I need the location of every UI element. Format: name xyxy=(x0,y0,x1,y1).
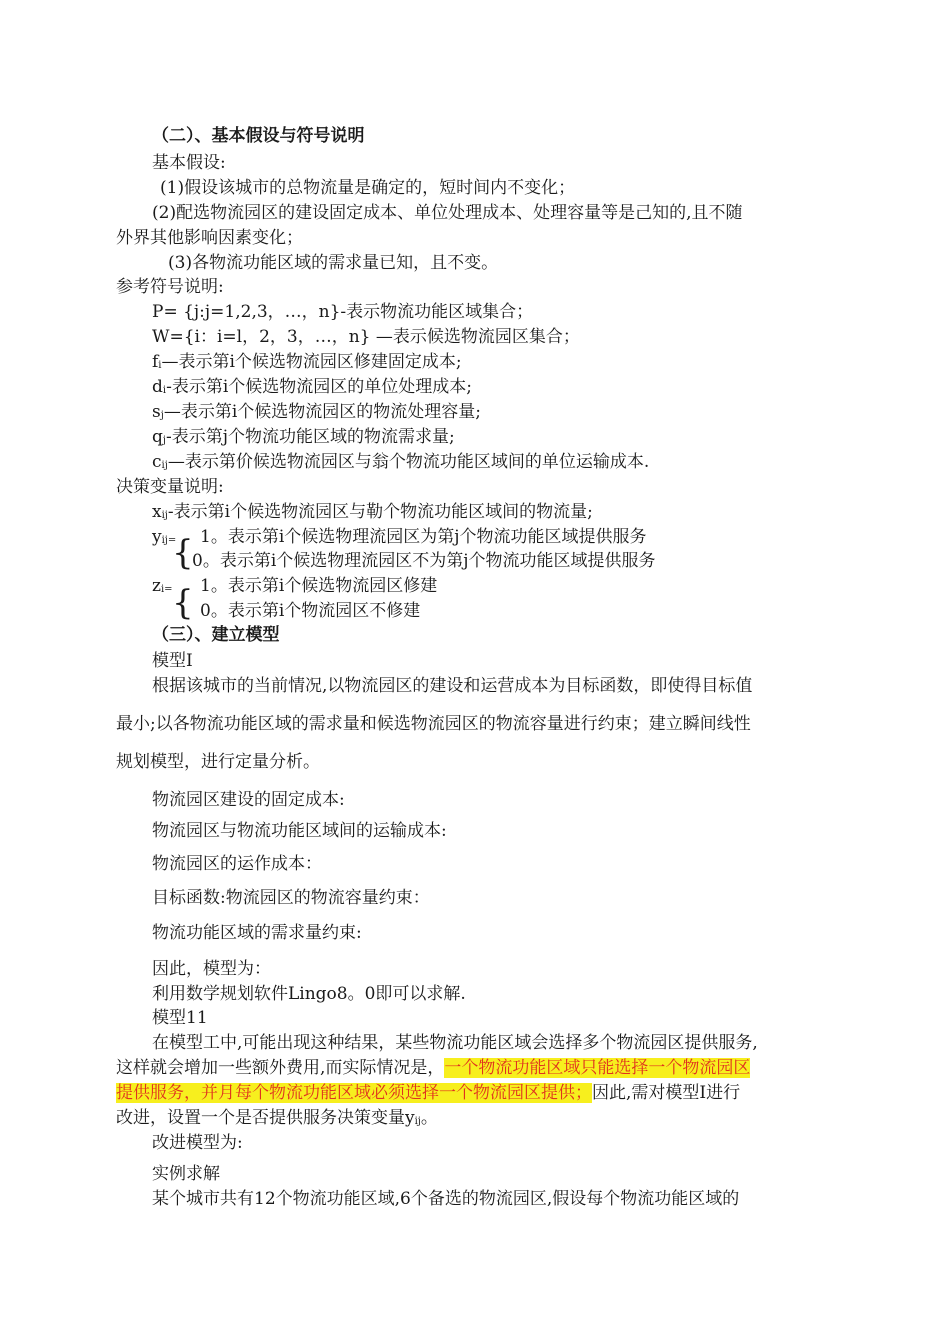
symbols-heading: 参考符号说明: xyxy=(116,277,224,297)
example-heading: 实例求解 xyxy=(152,1164,220,1184)
section-heading-3: （三）、建立模型 xyxy=(152,625,280,645)
highlighted-text: 一个物流功能区域只能选择一个物流园区 xyxy=(444,1058,751,1078)
variable-z-case-0: 0。表示第i个物流园区不修建 xyxy=(200,601,421,621)
lingo-note: 利用数学规划软件Lingo8。0即可以求解. xyxy=(152,984,466,1004)
fixed-cost-label: 物流园区建设的固定成本: xyxy=(152,790,345,810)
symbol-P: P= {j:j=1,2,3，…，n}-表示物流功能区域集合； xyxy=(152,302,534,322)
variable-x: $x_{ij}-$表示第i个候选物流园区与勒个物流功能区域间的物流量; xyxy=(152,502,593,522)
variable-y-case-1: 1。表示第i个候选物理流园区为第j个物流功能区域提供服务 xyxy=(200,527,647,547)
model-2-paragraph-line-4: 改进，设置一个是否提供服务决策变量$y_{ij}$。 xyxy=(116,1108,438,1128)
example-paragraph: 某个城市共有12个物流功能区域,6个备选的物流园区,假设每个物流功能区域的 xyxy=(152,1189,740,1209)
model-2-title: 模型11 xyxy=(152,1008,208,1028)
symbol-f: $f_i—$表示第i个候选物流园区修建固定成本; xyxy=(152,352,462,372)
decision-heading: 决策变量说明: xyxy=(116,477,224,497)
operating-cost-label: 物流园区的运作成本： xyxy=(152,854,322,874)
basic-assumptions-label: 基本假设: xyxy=(152,153,226,173)
model-1-paragraph-line-1: 根据该城市的当前情况,以物流园区的建设和运营成本为目标函数，即使得目标值 xyxy=(152,676,753,696)
symbol-s: $s_j—$表示第i个候选物流园区的物流处理容量; xyxy=(152,402,482,422)
model-1-paragraph-line-2: 最小;以各物流功能区域的需求量和候选物流园区的物流容量进行约束；建立瞬间线性 xyxy=(116,714,751,734)
assumption-2-cont: 外界其他影响因素变化； xyxy=(116,228,303,248)
demand-constraint-label: 物流功能区域的需求量约束: xyxy=(152,923,362,943)
section-heading-2: （二）、基本假设与符号说明 xyxy=(152,126,365,146)
highlighted-text: 提供服务，并月每个物流功能区域必须选择一个物流园区提供； xyxy=(116,1083,592,1103)
symbol-d: $d_i-$表示第i个候选物流园区的单位处理成本; xyxy=(152,377,473,397)
transport-cost-label: 物流园区与物流功能区域间的运输成本: xyxy=(152,821,447,841)
assumption-1: (1)假设该城市的总物流量是确定的，短时间内不变化； xyxy=(160,178,576,198)
variable-y-label: $y_{ij=}$ xyxy=(152,527,177,547)
symbol-c: $c_{ij}—$表示第价候选物流园区与翁个物流功能区域间的单位运输成本. xyxy=(152,452,650,472)
model-2-paragraph-line-2: 这样就会增加一些额外费用,而实际情况是，一个物流功能区域只能选择一个物流园区 xyxy=(116,1058,751,1078)
model-2-paragraph-line-1: 在模型工中,可能出现这种结果，某些物流功能区域会选择多个物流园区提供服务, xyxy=(152,1033,758,1053)
model-therefore: 因此，模型为： xyxy=(152,959,271,979)
variable-z-case-1: 1。表示第i个候选物流园区修建 xyxy=(200,576,438,596)
variable-y-case-0: 0。表示第i个候选物理流园区不为第j个物流功能区域提供服务 xyxy=(192,551,656,571)
assumption-3: (3)各物流功能区域的需求量已知，且不变。 xyxy=(168,253,499,273)
improved-model-label: 改进模型为: xyxy=(152,1133,243,1153)
model-1-title: 模型I xyxy=(152,651,193,671)
model-1-paragraph-line-3: 规划模型，进行定量分析。 xyxy=(116,752,320,772)
symbol-W: W={i：i=l，2，3，…，n} —表示候选物流园区集合； xyxy=(152,327,580,347)
assumption-2: (2)配选物流园区的建设固定成本、单位处理成本、处理容量等是己知的,且不随 xyxy=(152,203,743,223)
brace-y: { xyxy=(172,533,194,573)
variable-z-label: $z_{i=}$ xyxy=(152,576,173,596)
brace-z: { xyxy=(172,583,194,623)
objective-label: 目标函数:物流园区的物流容量约束： xyxy=(152,888,430,908)
symbol-q: $q_j-$表示第j个物流功能区域的物流需求量; xyxy=(152,427,455,447)
model-2-paragraph-line-3: 提供服务，并月每个物流功能区域必须选择一个物流园区提供；因此,需对模型I进行 xyxy=(116,1083,741,1103)
